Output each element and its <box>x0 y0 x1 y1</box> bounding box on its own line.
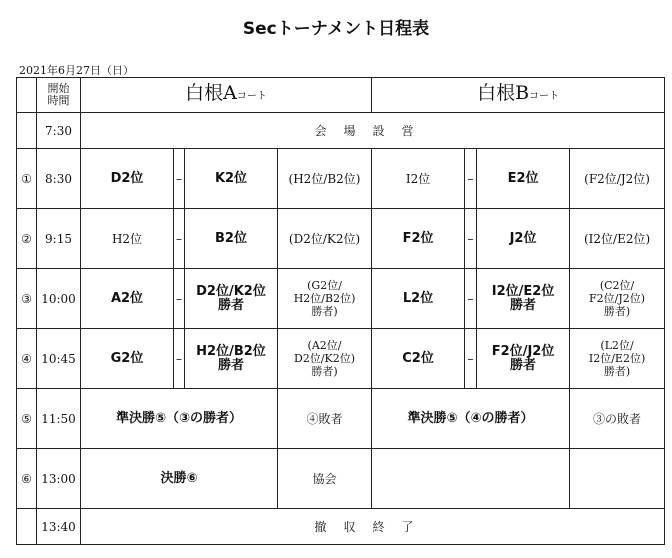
ref-line-3: 勝者) <box>603 305 631 318</box>
ref-line-3: 勝者) <box>603 365 631 378</box>
court-a-match: 準決勝⑤（③の勝者） <box>81 389 278 449</box>
ref-line-1: (A2位/ <box>307 339 342 352</box>
vs-dash: – <box>174 329 185 389</box>
vs-dash: – <box>465 149 477 209</box>
court-b-suffix: コート <box>529 91 560 102</box>
ref-line-2: I2位/E2位) <box>588 352 646 365</box>
row-num-cell <box>17 113 37 149</box>
table-row <box>17 389 665 449</box>
court-a-team-1: D2位 <box>81 149 174 209</box>
row-time: 9:15 <box>37 209 81 269</box>
row-time: 8:30 <box>37 149 81 209</box>
court-b-referee: (I2位/E2位) <box>570 209 665 269</box>
row-time: 13:00 <box>37 449 81 509</box>
team-line-1: F2位/J2位 <box>491 343 555 359</box>
court-b-referee <box>570 329 665 389</box>
vs-dash: – <box>465 269 477 329</box>
ref-line-1: (L2位/ <box>600 339 634 352</box>
time-label-1: 開始 <box>47 82 70 95</box>
court-a-referee: ④敗者 <box>278 389 372 449</box>
court-b-referee-empty <box>570 449 665 509</box>
vs-dash: – <box>174 209 185 269</box>
court-a-team-1: A2位 <box>81 269 174 329</box>
court-a-team-1: H2位 <box>81 209 174 269</box>
row-num: ⑥ <box>17 449 37 509</box>
court-a-team-2 <box>185 329 278 389</box>
schedule-table <box>16 77 665 545</box>
row-time: 13:40 <box>37 509 81 545</box>
court-a-team-2: B2位 <box>185 209 278 269</box>
row-num: ⑤ <box>17 389 37 449</box>
court-a-final: 決勝⑥ <box>81 449 278 509</box>
row-time: 11:50 <box>37 389 81 449</box>
vs-dash: – <box>174 149 185 209</box>
table-row <box>17 149 665 209</box>
team-line-1: I2位/E2位 <box>491 283 555 299</box>
table-row <box>17 509 665 545</box>
row-num: ③ <box>17 269 37 329</box>
time-label-2: 時間 <box>47 94 70 107</box>
court-a-referee: 協会 <box>278 449 372 509</box>
court-a-team-2: K2位 <box>185 149 278 209</box>
court-b-header <box>372 78 665 113</box>
header-num-cell <box>17 78 37 113</box>
court-b-team-1: C2位 <box>372 329 465 389</box>
court-b-referee: (F2位/J2位) <box>570 149 665 209</box>
row-time: 7:30 <box>37 113 81 149</box>
court-b-team-2: E2位 <box>477 149 570 209</box>
row-num-cell <box>17 509 37 545</box>
court-b-empty <box>372 449 570 509</box>
row-num: ② <box>17 209 37 269</box>
ref-line-2: D2位/K2位) <box>294 352 356 365</box>
court-b-referee <box>570 269 665 329</box>
court-a-name: 白根A <box>185 82 237 104</box>
team-line-1: H2位/B2位 <box>196 343 266 359</box>
vs-dash: – <box>465 329 477 389</box>
court-b-team-1: F2位 <box>372 209 465 269</box>
header-row <box>17 78 665 113</box>
team-line-2: 勝者 <box>217 297 244 313</box>
team-line-1: D2位/K2位 <box>196 283 266 299</box>
ref-line-2: F2位/J2位) <box>589 292 646 305</box>
setup-cell: 会場設営 <box>81 113 665 149</box>
vs-dash: – <box>465 209 477 269</box>
court-a-suffix: コート <box>236 91 267 102</box>
court-b-team-1: I2位 <box>372 149 465 209</box>
team-line-2: 勝者 <box>510 357 537 373</box>
court-a-team-2 <box>185 269 278 329</box>
table-row <box>17 113 665 149</box>
vs-dash: – <box>174 269 185 329</box>
court-b-team-1: L2位 <box>372 269 465 329</box>
table-row <box>17 269 665 329</box>
court-a-referee <box>278 269 372 329</box>
row-time: 10:45 <box>37 329 81 389</box>
teardown-cell: 撤収終了 <box>81 509 665 545</box>
ref-line-1: (G2位/ <box>307 279 342 292</box>
row-num: ④ <box>17 329 37 389</box>
court-b-match: 準決勝⑤（④の勝者） <box>372 389 570 449</box>
court-a-referee: (D2位/K2位) <box>278 209 372 269</box>
court-b-team-2 <box>477 269 570 329</box>
court-a-referee: (H2位/B2位) <box>278 149 372 209</box>
court-b-name: 白根B <box>477 82 530 104</box>
team-line-2: 勝者 <box>510 297 537 313</box>
court-b-team-2 <box>477 329 570 389</box>
court-a-header <box>81 78 372 113</box>
ref-line-3: 勝者) <box>311 365 338 378</box>
header-time-cell <box>37 78 81 113</box>
ref-line-3: 勝者) <box>311 305 338 318</box>
table-row <box>17 209 665 269</box>
row-num: ① <box>17 149 37 209</box>
team-line-2: 勝者 <box>217 357 244 373</box>
page-title: Secトーナメント日程表 <box>242 19 430 39</box>
table-row <box>17 449 665 509</box>
event-date: 2021年6月27日（日） <box>19 64 134 77</box>
court-b-referee: ③の敗者 <box>570 389 665 449</box>
row-time: 10:00 <box>37 269 81 329</box>
court-a-team-1: G2位 <box>81 329 174 389</box>
ref-line-1: (C2位/ <box>599 279 635 292</box>
ref-line-2: H2位/B2位) <box>293 292 356 305</box>
court-a-referee <box>278 329 372 389</box>
court-b-team-2: J2位 <box>477 209 570 269</box>
table-row <box>17 329 665 389</box>
